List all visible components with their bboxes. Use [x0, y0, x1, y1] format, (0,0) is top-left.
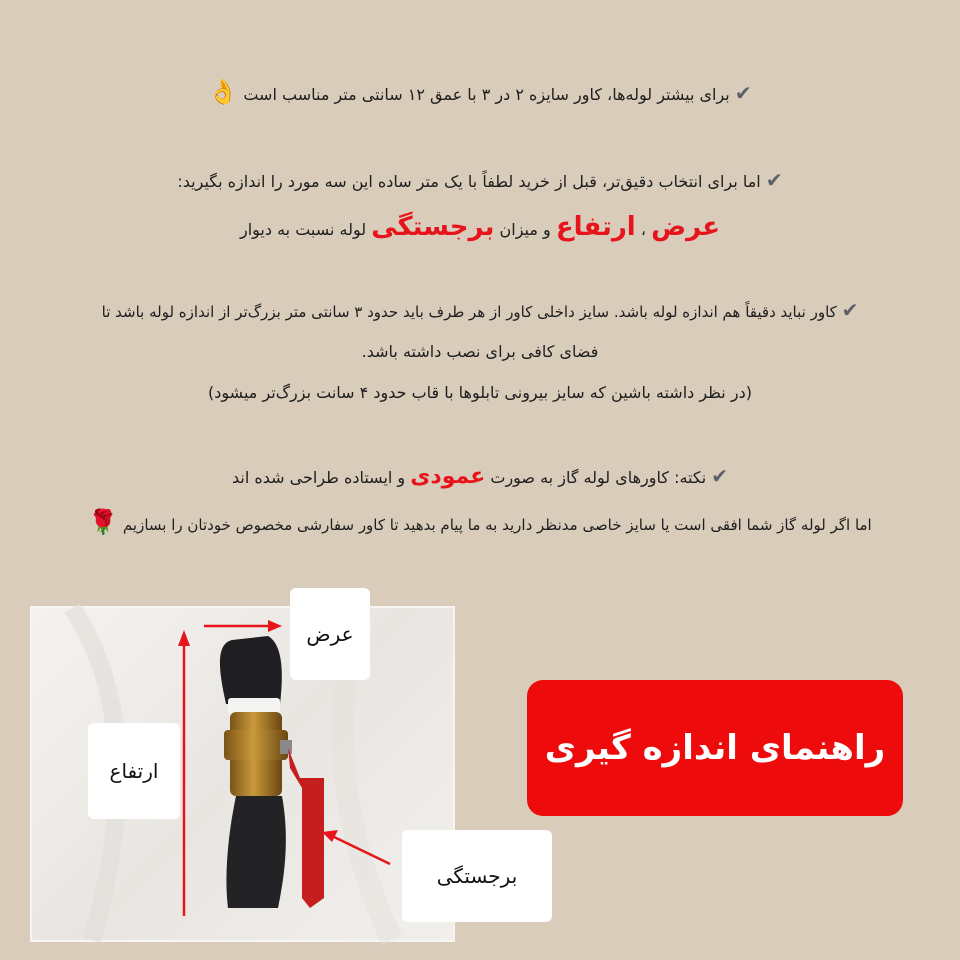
check-icon: ✔ [841, 298, 859, 322]
depth-highlight: برجستگی [371, 212, 495, 242]
vertical-note-pre: نکته: کاورهای لوله گاز به صورت [490, 468, 707, 487]
check-icon: ✔ [711, 464, 729, 488]
rose-icon: 🌹 [88, 508, 119, 536]
size-note-text: کاور نباید دقیقاً هم اندازه لوله باشد. سایز داخلی کاور از هر طرف باید حدود ۳ سانتی متر بزرگ‌تر از اندازه لوله باشد تا [101, 303, 837, 321]
vertical-highlight: عمودی [410, 464, 486, 489]
outer-size-text: (در نظر داشته باشین که سایز بیرونی تابلوها با قاب حدود ۴ سانت بزرگ‌تر میشود) [208, 383, 752, 402]
check-icon: ✔ [734, 81, 752, 105]
measurement-guide-banner: راهنمای اندازه گیری [527, 680, 903, 816]
check-icon: ✔ [765, 168, 783, 192]
size-note-line [40, 298, 920, 324]
vertical-note-line [40, 464, 920, 490]
width-label: عرض [290, 588, 370, 680]
space-text: فضای کافی برای نصب داشته باشد. [361, 342, 599, 361]
separator: ، [640, 220, 646, 239]
depth-label: برجستگی [402, 830, 552, 922]
outer-size-line [40, 381, 920, 405]
custom-order-text: اما اگر لوله گاز شما افقی است یا سایز خاصی مدنظر دارید به ما پیام بدهید تا کاور سفارشی مخصوص خودتان را بسازیم [122, 516, 872, 534]
ok-hand-icon: 👌 [208, 78, 239, 106]
space-line [40, 340, 920, 364]
relative-to-wall-text: لوله نسبت به دیوار [239, 220, 367, 239]
measure-line [40, 168, 920, 194]
pipe-photo [30, 606, 518, 942]
height-label: ارتفاع [88, 723, 180, 819]
measure-items-line [40, 210, 920, 247]
width-highlight: عرض [651, 212, 721, 242]
and-amount-text: و میزان [499, 220, 551, 239]
vertical-note-post: و ایستاده طراحی شده اند [231, 468, 406, 487]
intro-text: برای بیشتر لوله‌ها، کاور سایزه ۲ در ۳ با عمق ۱۲ سانتی متر مناسب است [243, 85, 730, 104]
custom-order-line [40, 510, 920, 537]
intro-line [40, 80, 920, 107]
height-highlight: ارتفاع [555, 212, 636, 242]
measure-text: اما برای انتخاب دقیق‌تر، قبل از خرید لطفاً با یک متر ساده این سه مورد را اندازه بگیرید: [177, 172, 761, 191]
